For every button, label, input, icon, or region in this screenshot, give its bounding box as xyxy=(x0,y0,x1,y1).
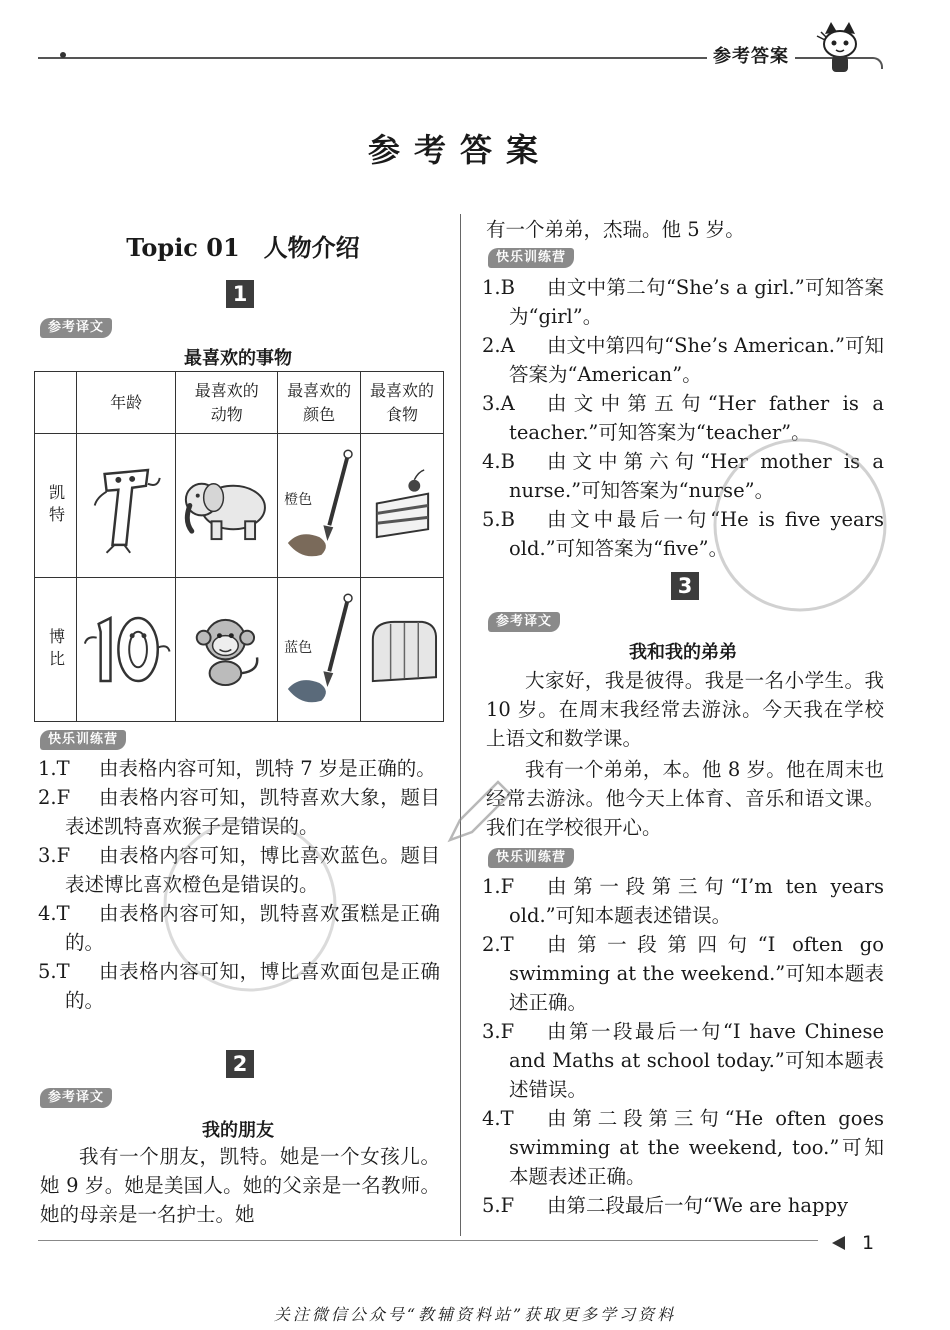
table-header-age: 年龄 xyxy=(76,372,176,434)
answer-text: 由第一段最后一句“I have Chinese and Maths at school today.”可知本题表述错误。 xyxy=(509,1020,884,1101)
row-name-bobby xyxy=(35,578,77,722)
table-row xyxy=(35,578,444,722)
food-cell xyxy=(361,434,444,578)
list-item xyxy=(482,447,884,505)
animal-cell xyxy=(176,578,278,722)
continued-line: 有一个弟弟，杰瑞。他 5 岁。 xyxy=(486,218,745,241)
table-row xyxy=(35,434,444,578)
page-number: 1 xyxy=(862,1232,875,1254)
list-item xyxy=(482,505,884,563)
answer-text: 由文中第五句“Her father is a teacher.”可知答案为“teacher”。 xyxy=(509,392,884,444)
answer-number: 1.T xyxy=(38,757,70,780)
training-tag-3: 快乐训练营 xyxy=(488,848,574,868)
answer-text: 由表格内容可知，凯特 7 岁是正确的。 xyxy=(99,757,436,780)
list-item xyxy=(38,899,440,957)
favorites-table xyxy=(34,371,444,722)
answer-text: 由第一段第三句“I’m ten years old.”可知本题表述错误。 xyxy=(509,875,884,927)
table-header-color xyxy=(278,372,361,434)
table-title: 最喜欢的事物 xyxy=(184,348,292,369)
number-ten-icon xyxy=(77,578,176,721)
list-item xyxy=(482,389,884,447)
color-cell xyxy=(278,434,361,578)
list-item xyxy=(482,872,884,930)
header-food-text: 最喜欢的食物 xyxy=(370,380,435,424)
answer-text: 由第一段第四句“I often go swimming at the weekend.”可知本题表述正确。 xyxy=(509,933,884,1014)
list-item xyxy=(482,1017,884,1104)
answer-number: 4.T xyxy=(38,902,70,925)
cat-mascot-icon xyxy=(815,20,863,76)
answer-number: 5.T xyxy=(38,960,70,983)
answers-section-2 xyxy=(482,273,884,563)
answer-number: 3.A xyxy=(482,392,515,415)
header-color-text: 最喜欢的颜色 xyxy=(287,380,352,424)
answer-number: 3.F xyxy=(38,844,71,867)
answer-text: 由文中第四句“She’s American.”可知答案为“American”。 xyxy=(509,334,884,386)
answer-number: 5.F xyxy=(482,1194,515,1217)
color-label-blue: 蓝色 xyxy=(284,636,312,660)
section-3-paragraph-2: 我有一个弟弟，本。他 8 岁。他在周末也经常去游泳。他今天上体育、音乐和语文课。我们在学校很开心。 xyxy=(486,758,884,839)
list-item xyxy=(38,841,440,899)
list-item xyxy=(38,783,440,841)
table-header-food xyxy=(361,372,444,434)
number-seven-icon xyxy=(77,434,176,577)
age-cell xyxy=(76,434,176,578)
table-header-empty xyxy=(35,372,77,434)
header-animal-text: 最喜欢的动物 xyxy=(194,380,259,424)
section-2-paragraph: 我有一个朋友，凯特。她是一个女孩儿。她 9 岁。她是美国人。她的父亲是一名教师。她的母亲是一名护士。她 xyxy=(40,1145,440,1226)
elephant-icon xyxy=(176,434,277,577)
answer-text: 由表格内容可知，凯特喜欢蛋糕是正确的。 xyxy=(65,902,440,954)
header-dot xyxy=(60,52,66,58)
list-item xyxy=(38,754,440,783)
training-tag-2: 快乐训练营 xyxy=(488,248,574,268)
answer-text: 由表格内容可知，博比喜欢蓝色。题目表述博比喜欢橙色是错误的。 xyxy=(65,844,440,896)
translation-tag-3: 参考译文 xyxy=(488,612,560,632)
row-name-text: 博比 xyxy=(46,627,66,672)
cake-icon xyxy=(361,434,443,577)
list-item xyxy=(38,957,440,1015)
translation-tag-1: 参考译文 xyxy=(40,318,112,338)
answer-number: 1.B xyxy=(482,276,515,299)
answers-section-3 xyxy=(482,872,884,1220)
row-name-text: 凯特 xyxy=(46,483,66,528)
section-number-1: 1 xyxy=(226,280,254,308)
section-3-title: 我和我的弟弟 xyxy=(629,642,737,663)
answer-number: 5.B xyxy=(482,508,515,531)
section-number-3: 3 xyxy=(671,572,699,600)
answer-text: 由第二段最后一句“We are happy xyxy=(547,1194,849,1217)
section-number-2: 2 xyxy=(226,1050,254,1078)
column-divider xyxy=(460,214,461,1236)
age-cell xyxy=(76,578,176,722)
page-title: 参考答案 xyxy=(367,131,552,169)
color-label-orange: 橙色 xyxy=(284,488,312,512)
footer-rule xyxy=(38,1240,818,1241)
table-header-row xyxy=(35,372,444,434)
topic-title: Topic 01 人物介绍 xyxy=(126,233,360,262)
page-arrow-icon xyxy=(832,1236,845,1250)
translation-tag-2: 参考译文 xyxy=(40,1088,112,1108)
answers-section-1 xyxy=(38,754,440,1015)
answer-text: 由文中第六句“Her mother is a nurse.”可知答案为“nurse”。 xyxy=(509,450,884,502)
footer-note: 关注微信公众号“教辅资料站”获取更多学习资料 xyxy=(273,1305,677,1324)
answer-number: 4.T xyxy=(482,1107,514,1130)
answer-number: 4.B xyxy=(482,450,515,473)
answer-number: 2.F xyxy=(38,786,71,809)
list-item xyxy=(482,1104,884,1191)
answer-text: 由文中第二句“She’s a girl.”可知答案为“girl”。 xyxy=(509,276,884,328)
monkey-icon xyxy=(176,578,277,721)
answer-number: 1.F xyxy=(482,875,515,898)
list-item xyxy=(482,331,884,389)
table-header-animal xyxy=(176,372,278,434)
answer-number: 3.F xyxy=(482,1020,515,1043)
answer-number: 2.T xyxy=(482,933,514,956)
answer-text: 由表格内容可知，博比喜欢面包是正确的。 xyxy=(65,960,440,1012)
food-cell xyxy=(361,578,444,722)
header-label: 参考答案 xyxy=(707,42,795,68)
answer-text: 由文中最后一句“He is five years old.”可知答案为“five”。 xyxy=(509,508,884,560)
list-item xyxy=(482,930,884,1017)
answer-text: 由第二段第三句“He often goes swimming at the weekend, too.”可知本题表述正确。 xyxy=(509,1107,884,1188)
row-name-kate xyxy=(35,434,77,578)
list-item xyxy=(482,1191,884,1220)
answer-text: 由表格内容可知，凯特喜欢大象，题目表述凯特喜欢猴子是错误的。 xyxy=(65,786,440,838)
answer-number: 2.A xyxy=(482,334,515,357)
training-tag-1: 快乐训练营 xyxy=(40,730,126,750)
bread-icon xyxy=(361,578,443,721)
section-2-title: 我的朋友 xyxy=(202,1120,274,1141)
section-3-paragraph-1: 大家好，我是彼得。我是一名小学生。我 10 岁。在周末我经常去游泳。今天我在学校上语文和数学课。 xyxy=(486,669,884,750)
list-item xyxy=(482,273,884,331)
animal-cell xyxy=(176,434,278,578)
color-cell xyxy=(278,578,361,722)
